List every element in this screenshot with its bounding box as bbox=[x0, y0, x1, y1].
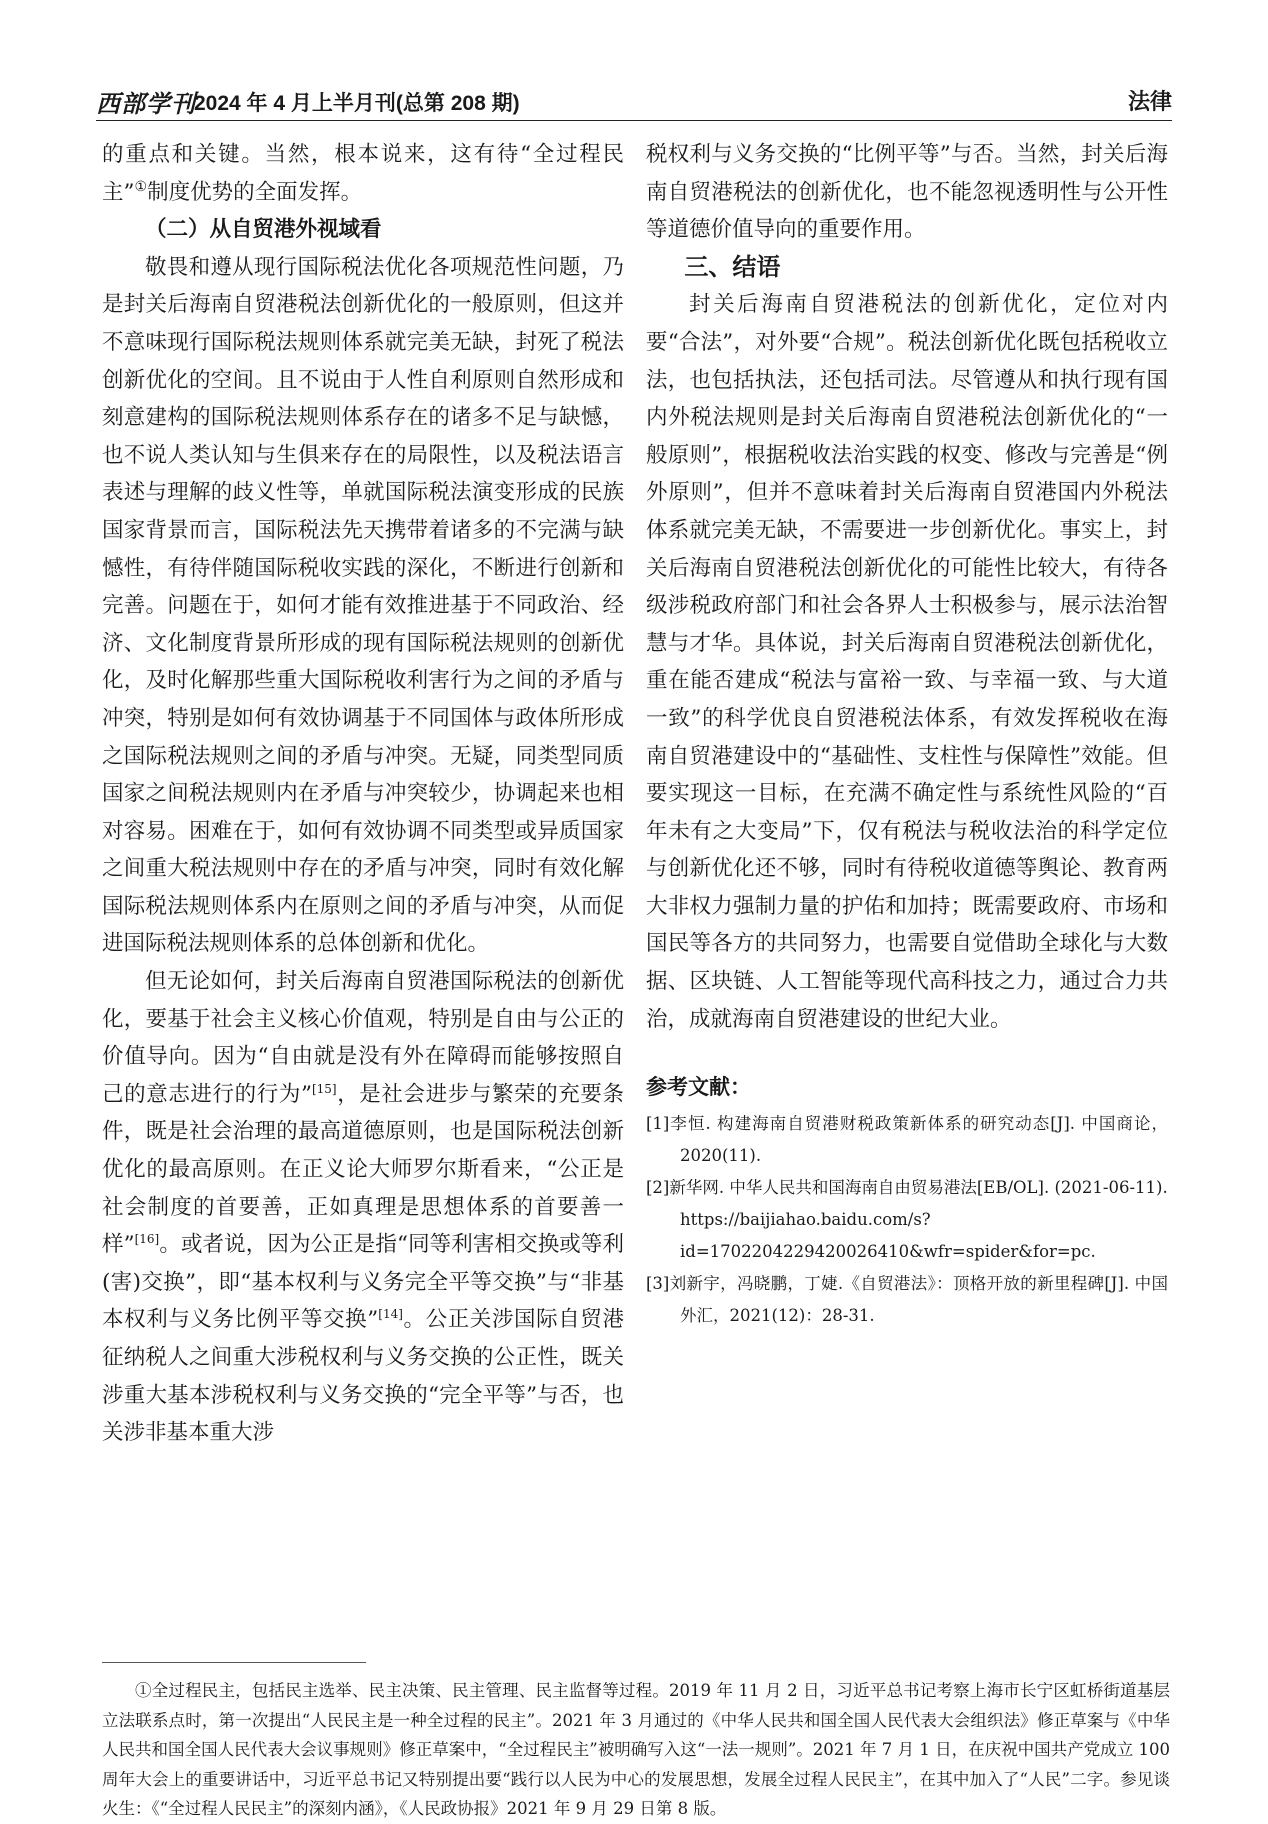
citation-14[interactable]: [14] bbox=[378, 1307, 403, 1322]
subsection-heading: （二）从自贸港外视域看 bbox=[145, 217, 382, 242]
references-title: 参考文献： bbox=[646, 1076, 751, 1100]
citation-16[interactable]: [16] bbox=[134, 1232, 160, 1247]
footnote: ①全过程民主，包括民主选举、民主决策、民主管理、民主监督等过程。2019 年 11 月 2 日，习近平总书记考察上海市长宁区虹桥街道基层立法联系点时，第一次提出“人民民主是一种全过程的民主”。2021 年 3 月通过的《中华人民共和国全国人民代表大会组织法》修正草案与《中华人民共和国全国人民代表大会议事规则》修正草案中，“全过程民主”被明确写入这“一法一规则”。2021 年 7 月 1 日，在庆祝中国共产党成立 100 周年大会上的重要讲话中，习近平总书记又特别提出要“践行以人民为中心的发展思想，发展全过程人民民主”，在其中加入了“人民”二字。参见谈火生：《“全过程人民民主”的深刻内涵》，《人民政协报》2021 年 9 月 29 日第 8 版。 bbox=[102, 1681, 1170, 1818]
journal-masthead: 西部学刊 bbox=[96, 89, 196, 118]
reference-item: [1]李恒. 构建海南自贸港财税政策新体系的研究动态[J]. 中国商论，2020(11). bbox=[646, 1114, 1168, 1166]
paragraph: 税权利与义务交换的“比例平等”与否。当然，封关后海南自贸港税法的创新优化，也不能忽视透明性与公开性等道德价值导向的重要作用。 bbox=[646, 142, 1168, 243]
reference-url[interactable]: https://baijiahao.baidu.com/s?id=1702204229420026410&wfr=spider&for=pc. bbox=[680, 1210, 1096, 1262]
page-header bbox=[96, 80, 1172, 124]
right-column bbox=[646, 136, 1168, 1332]
paragraph: 但无论如何，封关后海南自贸港国际税法的创新优化，要基于社会主义核心价值观，特别是自由与公正的价值导向。因为“自由就是没有外在障碍而能够按照自己的意志进行的行为”[15]，是社会进步与繁荣的充要条件，既是社会治理的最高道德原则，也是国际税法创新优化的最高原则。在正义论大师罗尔斯看来，“公正是社会制度的首要善，正如真理是思想体系的首要善一样”[16]。或者说，因为公正是指“同等利害相交换或等利(害)交换”，即“基本权利与义务完全平等交换”与“非基本权利与义务比例平等交换”[14]。公正关涉国际自贸港征纳税人之间重大涉税权利与义务交换的公正性，既关涉重大基本涉税权利与义务交换的“完全平等”与否，也关涉非基本重大涉 bbox=[102, 969, 625, 1446]
left-column bbox=[102, 136, 624, 1452]
citation-15[interactable]: [15] bbox=[311, 1081, 337, 1096]
section-heading: 三、结语 bbox=[684, 253, 781, 281]
footnote-marker[interactable]: ① bbox=[134, 178, 148, 195]
paragraph: 封关后海南自贸港税法的创新优化，定位对内要“合法”，对外要“合规”。税法创新优化既包括税收立法，也包括执法，还包括司法。尽管遵从和执行现有国内外税法规则是封关后海南自贸港税法创新优化的“一般原则”，根据税收法治实践的权变、修改与完善是“例外原则”，但并不意味着封关后海南自贸港国内外税法体系就完美无缺，不需要进一步创新优化。事实上，封关后海南自贸港税法创新优化的可能性比较大，有待各级涉税政府部门和社会各界人士积极参与，展示法治智慧与才华。具体说，封关后海南自贸港税法创新优化，重在能否建成“税法与富裕一致、与幸福一致、与大道一致”的科学优良自贸港税法体系，有效发挥税收在海南自贸港建设中的“基础性、支柱性与保障性”效能。但要实现这一目标，在充满不确定性与系统性风险的“百年未有之大变局”下，仅有税法与税收法治的科学定位与创新优化还不够，同时有待税收道德等舆论、教育两大非权力强制力量的护佑和加持；既需要政府、市场和国民等各方的共同努力，也需要自觉借助全球化与大数据、区块链、人工智能等现代高科技之力，通过合力共治，成就海南自贸港建设的世纪大业。 bbox=[646, 292, 1168, 1032]
issue-info: 2024 年 4 月上半月刊(总第 208 期) bbox=[194, 92, 520, 115]
reference-item: [3]刘新宇，冯晓鹏，丁婕.《自贸港法》：顶格开放的新里程碑[J]. 中国外汇，2021(12)：28-31. bbox=[646, 1274, 1168, 1326]
header-rule bbox=[96, 120, 1172, 121]
reference-item: [2]新华网. 中华人民共和国海南自由贸易港法[EB/OL]. (2021-06-11). https://baijiahao.baidu.com/s?id=1702204229420026410&wfr=spider&for=pc. bbox=[646, 1172, 1168, 1268]
paragraph: 敬畏和遵从现行国际税法优化各项规范性问题，乃是封关后海南自贸港税法创新优化的一般原则，但这并不意味现行国际税法规则体系就完美无缺，封死了税法创新优化的空间。且不说由于人性自利原则自然形成和刻意建构的国际税法规则体系存在的诸多不足与缺憾，也不说人类认知与生俱来存在的局限性，以及税法语言表述与理解的歧义性等，单就国际税法演变形成的民族国家背景而言，国际税法先天携带着诸多的不完满与缺憾性，有待伴随国际税收实践的深化，不断进行创新和完善。问题在于，如何才能有效推进基于不同政治、经济、文化制度背景所形成的现有国际税法规则的创新优化，及时化解那些重大国际税收利害行为之间的矛盾与冲突，特别是如何有效协调基于不同国体与政体所形成之国际税法规则之间的矛盾与冲突。无疑，同类型同质国家之间税法规则内在矛盾与冲突较少，协调起来也相对容易。困难在于，如何有效协调不同类型或异质国家之间重大税法规则中存在的矛盾与冲突，同时有效化解国际税法规则体系内在原则之间的矛盾与冲突，从而促进国际税法规则体系的总体创新和优化。 bbox=[102, 254, 624, 957]
paragraph: 的重点和关键。当然，根本说来，这有待“全过程民主”①制度优势的全面发挥。 bbox=[102, 142, 624, 205]
footnote-rule bbox=[102, 1662, 366, 1663]
section-label: 法律 bbox=[1127, 89, 1172, 114]
